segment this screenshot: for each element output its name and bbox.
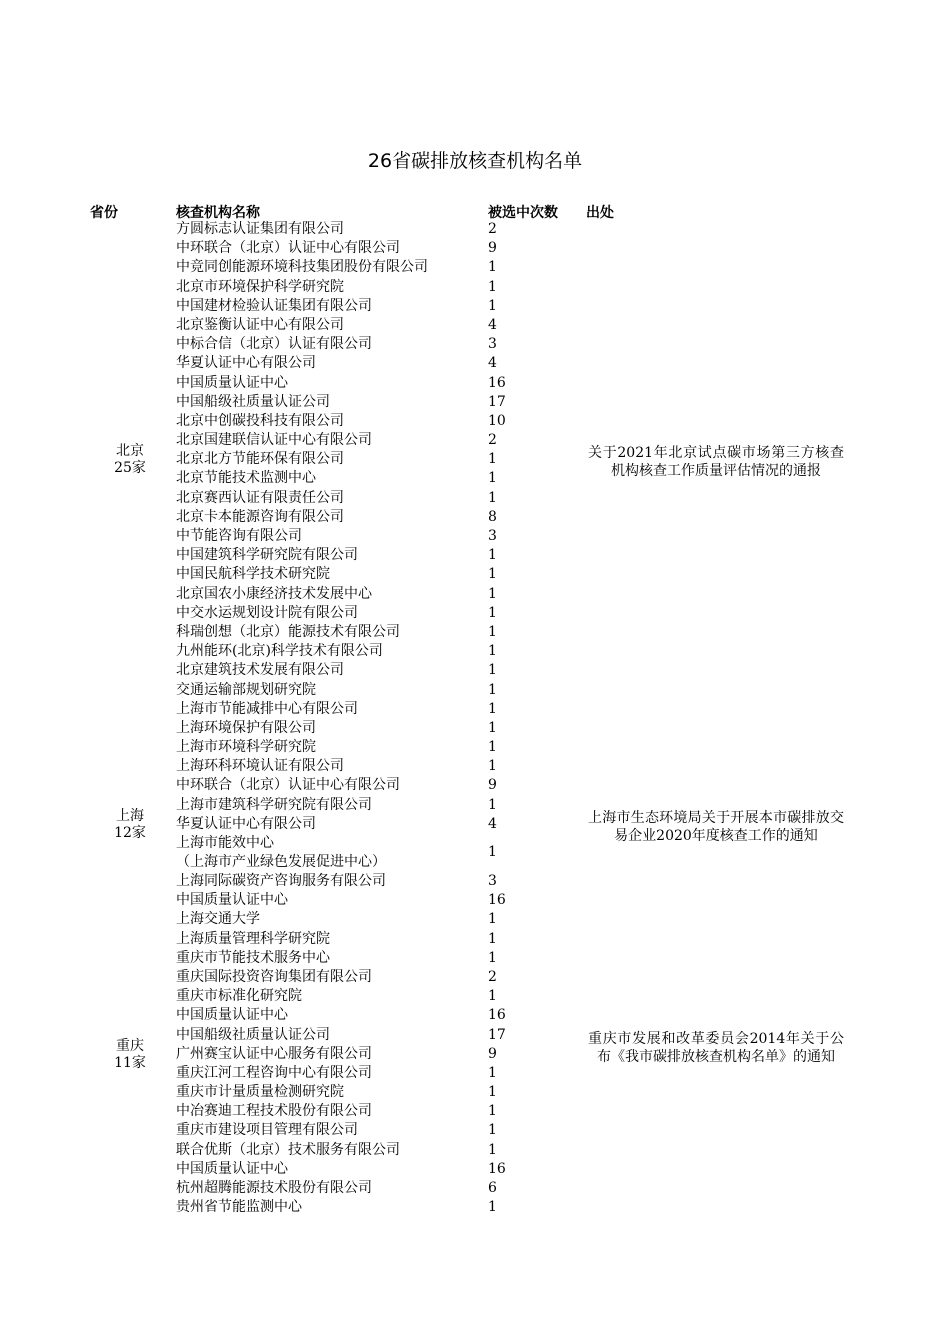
- institution-name-line: 中冶赛迪工程技术股份有限公司: [176, 1103, 372, 1120]
- institution-name-line: 北京卡本能源咨询有限公司: [176, 508, 344, 525]
- institution-name: [176, 278, 344, 297]
- institution-name-line: 中环联合（北京）认证中心有限公司: [176, 240, 400, 257]
- table-row: [0, 527, 950, 546]
- selection-count: 2: [488, 221, 497, 237]
- institution-name-line: 北京国建联信认证中心有限公司: [176, 432, 372, 449]
- table-row: [0, 220, 950, 239]
- institution-name: [176, 585, 372, 604]
- institution-name: [176, 623, 400, 642]
- table-row: [0, 700, 950, 719]
- institution-name: [176, 527, 302, 546]
- institution-name-line: 中竞同创能源环境科技集团股份有限公司: [176, 259, 428, 276]
- table-row: [0, 354, 950, 373]
- selection-count: 4: [488, 355, 497, 372]
- institution-name: [176, 412, 344, 431]
- selection-count: 1: [488, 643, 497, 660]
- institution-name-line: 联合优斯（北京）技术服务有限公司: [176, 1141, 400, 1158]
- province-count: 11家: [114, 1054, 146, 1071]
- institution-name-line: 中国质量认证中心: [176, 1160, 288, 1177]
- institution-name: [176, 489, 344, 508]
- institution-name-line: 上海环境保护有限公司: [176, 719, 316, 736]
- institution-name: [176, 700, 358, 719]
- institution-name-line: 中国建筑科学研究院有限公司: [176, 547, 358, 564]
- header-source: 出处: [586, 205, 614, 221]
- table-row: [0, 623, 950, 642]
- institution-name-line: 北京中创碳投科技有限公司: [176, 412, 344, 429]
- table-row: [0, 930, 950, 949]
- table-row: [0, 258, 950, 277]
- institution-name: [176, 431, 372, 450]
- institution-name: [176, 1083, 344, 1102]
- selection-count: 1: [488, 758, 497, 775]
- institution-name-line: 上海市建筑科学研究院有限公司: [176, 796, 372, 813]
- institution-name-line: 北京节能技术监测中心: [176, 470, 316, 487]
- institution-name-line: 北京国农小康经济技术发展中心: [176, 585, 372, 602]
- institution-name-line: 重庆江河工程咨询中心有限公司: [176, 1064, 372, 1081]
- institution-name-line: 中国质量认证中心: [176, 1007, 288, 1024]
- source-cell: 上海市生态环境局关于开展本市碳排放交易企业2020年度核查工作的通知: [588, 809, 844, 844]
- institution-name-line: 贵州省节能监测中心: [176, 1199, 302, 1216]
- institution-name-line: 华夏认证中心有限公司: [176, 815, 316, 832]
- institution-name: [176, 258, 428, 277]
- institution-name-line: 上海市节能减排中心有限公司: [176, 700, 358, 717]
- institution-name-line-2: （上海市产业绿色发展促进中心）: [176, 854, 386, 871]
- institution-name-line: 上海同际碳资产咨询服务有限公司: [176, 873, 386, 889]
- institution-name: [176, 508, 344, 527]
- table-row: [0, 987, 950, 1006]
- institution-name-line: 杭州超腾能源技术股份有限公司: [176, 1180, 372, 1196]
- selection-count: 3: [488, 336, 497, 353]
- institution-name: [176, 968, 372, 987]
- selection-count: 4: [488, 316, 497, 333]
- institution-name-line: 中国船级社质量认证公司: [176, 1026, 330, 1043]
- table-row: [0, 968, 950, 987]
- institution-name-line: 中节能咨询有限公司: [176, 528, 302, 544]
- institution-name: [176, 316, 344, 335]
- table-row: [0, 604, 950, 623]
- institution-name-line: 中国船级社质量认证公司: [176, 393, 330, 410]
- institution-name: [176, 776, 400, 795]
- table-row: [0, 1198, 950, 1217]
- table-row: [0, 872, 950, 891]
- institution-name-line: 重庆市标准化研究院: [176, 988, 302, 1005]
- institution-name-line: 北京北方节能环保有限公司: [176, 451, 344, 468]
- institution-name: [176, 450, 344, 469]
- selection-count: 1: [488, 1064, 497, 1081]
- table-row: [0, 393, 950, 412]
- selection-count: 10: [488, 412, 506, 429]
- institution-name: [176, 681, 316, 700]
- selection-count: 1: [488, 949, 497, 966]
- selection-count: 2: [488, 432, 497, 449]
- selection-count: 16: [488, 1007, 506, 1024]
- table-row: [0, 738, 950, 757]
- institution-name: [176, 565, 330, 584]
- institution-name-line: 交通运输部规划研究院: [176, 681, 316, 698]
- institution-name-line: 北京赛西认证有限责任公司: [176, 489, 344, 506]
- selection-count: 16: [488, 374, 506, 391]
- institution-name: [176, 393, 330, 412]
- selection-count: 1: [488, 662, 497, 679]
- institution-name: [176, 1026, 330, 1045]
- table-row: [0, 374, 950, 393]
- selection-count: 16: [488, 1160, 506, 1177]
- table-row: [0, 949, 950, 968]
- selection-count: 1: [488, 489, 497, 506]
- selection-count: 1: [488, 988, 497, 1005]
- selection-count: 1: [488, 739, 497, 756]
- table-row: [0, 335, 950, 354]
- selection-count: 3: [488, 873, 497, 889]
- selection-count: 1: [488, 1199, 497, 1216]
- institution-name: [176, 872, 386, 891]
- selection-count: 1: [488, 451, 497, 468]
- institution-name-line: 重庆市建设项目管理有限公司: [176, 1122, 358, 1139]
- selection-count: 1: [488, 566, 497, 583]
- institution-name: [176, 910, 260, 929]
- selection-count: 4: [488, 815, 497, 832]
- province-count: 12家: [114, 824, 146, 841]
- institution-name: [176, 949, 330, 968]
- institution-name: [176, 719, 316, 738]
- province-count: 25家: [114, 460, 146, 476]
- institution-name: [176, 930, 330, 949]
- selection-count: 1: [488, 297, 497, 314]
- institution-name-line: 北京鉴衡认证中心有限公司: [176, 316, 344, 333]
- selection-count: 1: [488, 1122, 497, 1139]
- institution-name: [176, 297, 372, 316]
- table-row: [0, 508, 950, 527]
- institution-name-line: 上海交通大学: [176, 911, 260, 928]
- institution-name: [176, 815, 316, 834]
- selection-count: 16: [488, 892, 506, 909]
- selection-count: 1: [488, 623, 497, 640]
- selection-count: 1: [488, 700, 497, 717]
- institution-name-line: 中交水运规划设计院有限公司: [176, 604, 358, 621]
- table-row: [0, 681, 950, 700]
- table-row: [0, 910, 950, 929]
- table-row: [0, 776, 950, 795]
- selection-count: 1: [488, 547, 497, 564]
- selection-count: 9: [488, 1045, 497, 1062]
- institution-name-line: 中环联合（北京）认证中心有限公司: [176, 777, 400, 794]
- selection-count: 2: [488, 968, 497, 985]
- table-row: [0, 585, 950, 604]
- institution-name: [176, 1045, 372, 1064]
- header-count: 被选中次数: [488, 205, 558, 221]
- institution-name: [176, 354, 316, 373]
- institution-name: [176, 642, 383, 661]
- institution-name-line: 九州能环(北京)科学技术有限公司: [176, 643, 383, 660]
- province-cell: [110, 443, 150, 477]
- selection-count: 3: [488, 528, 497, 544]
- table-row: [0, 297, 950, 316]
- institution-name-line: 广州赛宝认证中心服务有限公司: [176, 1045, 372, 1062]
- header-province: 省份: [90, 205, 118, 221]
- province-name: 上海: [116, 807, 144, 824]
- institution-name-line: 中国质量认证中心: [176, 892, 288, 909]
- institution-name-line: 华夏认证中心有限公司: [176, 355, 316, 372]
- selection-count: 9: [488, 777, 497, 794]
- institution-name: [176, 757, 344, 776]
- selection-count: 1: [488, 470, 497, 487]
- institution-name: [176, 1179, 372, 1198]
- header-name: 核查机构名称: [176, 205, 260, 221]
- institution-name-line: 上海环科环境认证有限公司: [176, 758, 344, 775]
- table-row: [0, 642, 950, 661]
- institution-name-line: 北京建筑技术发展有限公司: [176, 662, 344, 679]
- selection-count: 6: [488, 1180, 497, 1196]
- institution-name: [176, 1006, 288, 1025]
- institution-name: [176, 239, 400, 258]
- table-row: [0, 1083, 950, 1102]
- institution-name: [176, 1160, 288, 1179]
- table-row: [0, 1102, 950, 1121]
- institution-name: [176, 738, 316, 757]
- province-cell: [110, 1038, 150, 1072]
- table-row: [0, 546, 950, 565]
- table-row: [0, 1160, 950, 1179]
- institution-name: [176, 987, 302, 1006]
- selection-count: 1: [488, 681, 497, 698]
- source-cell: 关于2021年北京试点碳市场第三方核查机构核查工作质量评估情况的通报: [588, 445, 844, 479]
- institution-name: [176, 335, 372, 354]
- table-row: [0, 1141, 950, 1160]
- selection-count: 1: [488, 1084, 497, 1101]
- table-row: [0, 489, 950, 508]
- institution-name-line: 中标合信（北京）认证有限公司: [176, 336, 372, 353]
- institution-name-line: 北京市环境保护科学研究院: [176, 278, 344, 295]
- institution-name: [176, 374, 288, 393]
- selection-count: 17: [488, 393, 506, 410]
- institution-name: [176, 1141, 400, 1160]
- institution-name-line: 重庆国际投资咨询集团有限公司: [176, 968, 372, 985]
- selection-count: 1: [488, 796, 497, 813]
- selection-count: 1: [488, 930, 497, 947]
- institution-name-line: 中国民航科学技术研究院: [176, 566, 330, 583]
- selection-count: 1: [488, 844, 497, 860]
- table-row: [0, 1121, 950, 1140]
- institution-name-line: 中国质量认证中心: [176, 374, 288, 391]
- institution-name-line: 重庆市节能技术服务中心: [176, 949, 330, 966]
- selection-count: 1: [488, 911, 497, 928]
- selection-count: 17: [488, 1026, 506, 1043]
- table-row: [0, 1179, 950, 1198]
- selection-count: 1: [488, 1103, 497, 1120]
- institution-name: [176, 661, 344, 680]
- institution-name-line: 科瑞创想（北京）能源技术有限公司: [176, 623, 400, 640]
- institution-name: [176, 604, 358, 623]
- institution-name: [176, 1102, 372, 1121]
- institution-name: [176, 796, 372, 815]
- selection-count: 1: [488, 719, 497, 736]
- page-title: 26省碳排放核查机构名单: [367, 150, 583, 172]
- table-row: [0, 1006, 950, 1025]
- institution-name-line: 重庆市计量质量检测研究院: [176, 1084, 344, 1101]
- province-name: 北京: [116, 443, 144, 459]
- selection-count: 1: [488, 585, 497, 602]
- table-row: [0, 278, 950, 297]
- table-row: [0, 757, 950, 776]
- institution-name-line: 中国建材检验认证集团有限公司: [176, 297, 372, 314]
- selection-count: 1: [488, 604, 497, 621]
- table-row: [0, 891, 950, 910]
- table-row: [0, 661, 950, 680]
- selection-count: 1: [488, 278, 497, 295]
- selection-count: 1: [488, 259, 497, 276]
- institution-name-line: 上海质量管理科学研究院: [176, 930, 330, 947]
- institution-name-line: 方圆标志认证集团有限公司: [176, 221, 344, 237]
- institution-name-line: 上海市能效中心: [176, 835, 274, 851]
- institution-name: [176, 469, 316, 488]
- province-cell: [110, 808, 150, 842]
- table-row: [0, 719, 950, 738]
- institution-name-line: 上海市环境科学研究院: [176, 739, 316, 756]
- institution-name: [176, 1064, 372, 1083]
- selection-count: 1: [488, 1141, 497, 1158]
- institution-name: [176, 1121, 358, 1140]
- table-row: [0, 412, 950, 431]
- institution-name: [176, 546, 358, 565]
- selection-count: 9: [488, 240, 497, 257]
- institution-name: [176, 834, 386, 872]
- source-cell: 重庆市发展和改革委员会2014年关于公布《我市碳排放核查机构名单》的通知: [588, 1030, 844, 1065]
- province-name: 重庆: [116, 1037, 144, 1054]
- table-row: [0, 565, 950, 584]
- institution-name: [176, 1198, 302, 1217]
- table-row: [0, 316, 950, 335]
- institution-name: [176, 891, 288, 910]
- institution-name: [176, 220, 344, 239]
- selection-count: 8: [488, 508, 497, 525]
- table-row: [0, 239, 950, 258]
